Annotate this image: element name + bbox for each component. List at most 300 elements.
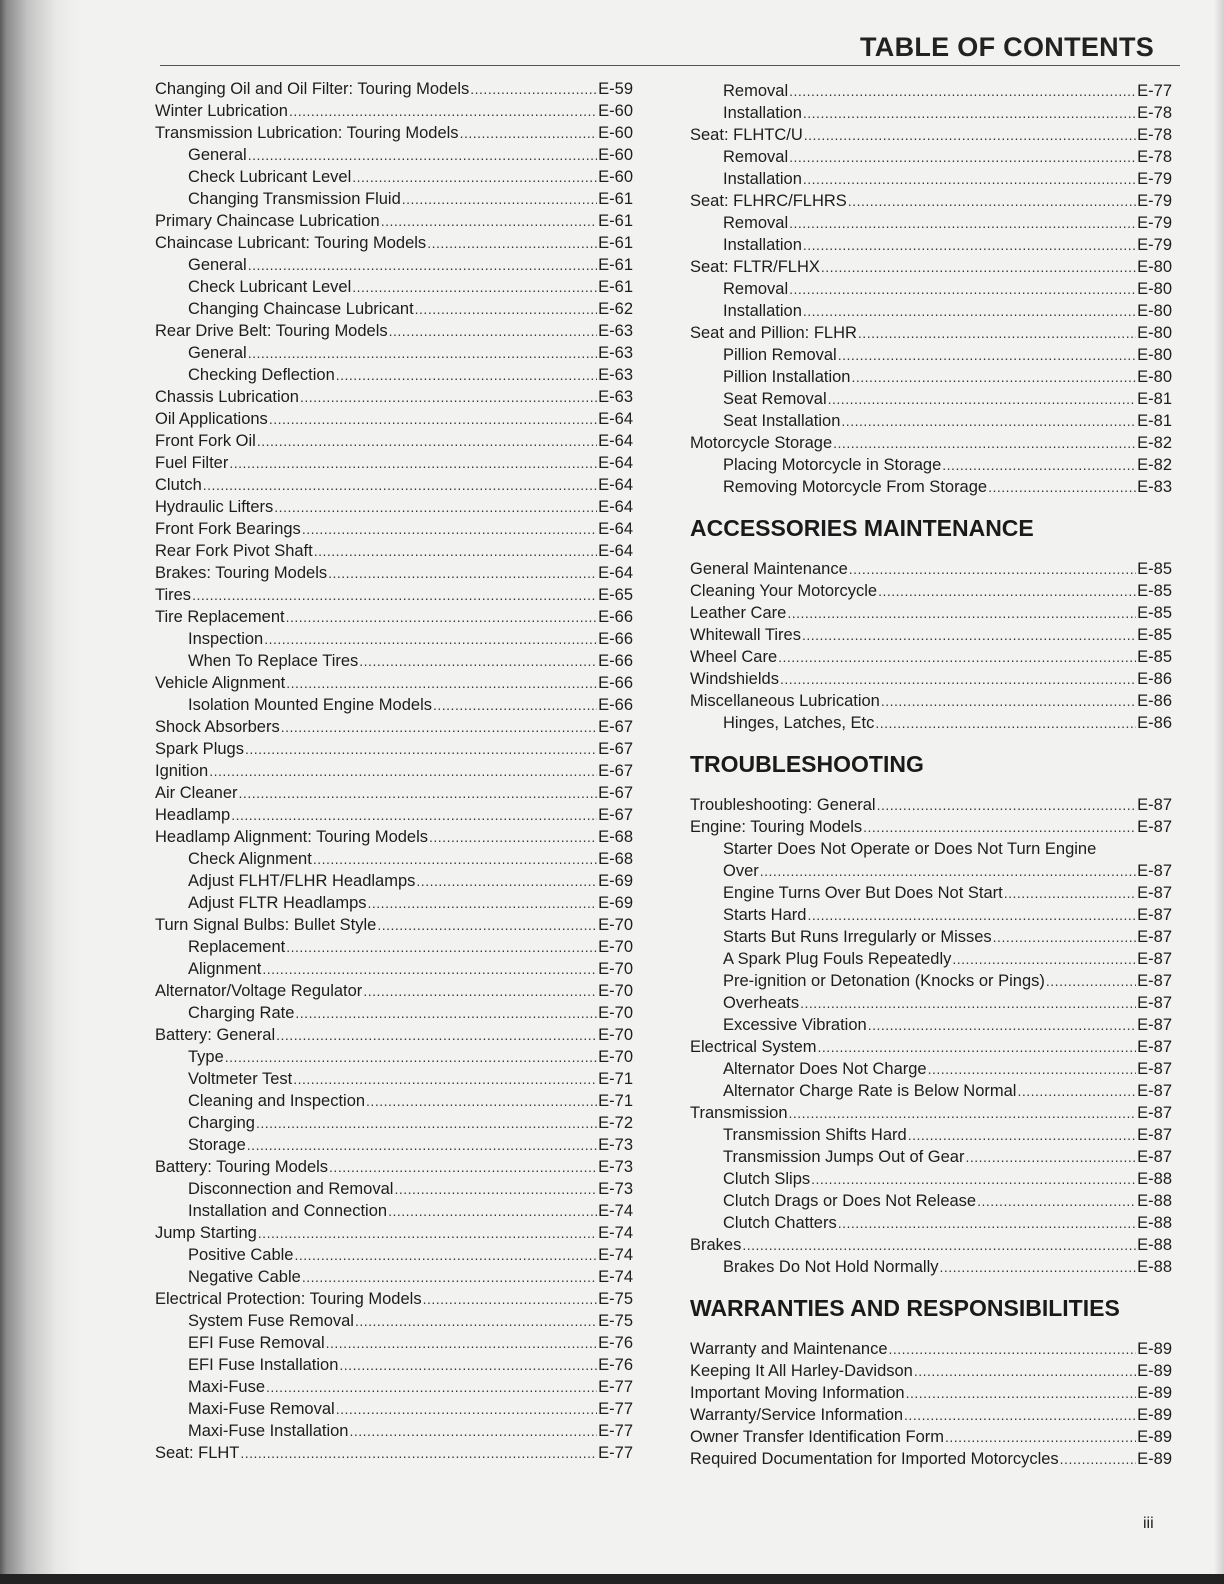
toc-entry-page: E-60 (598, 102, 633, 120)
toc-entry-page: E-87 (1137, 1016, 1172, 1034)
toc-entry-page: E-74 (598, 1268, 633, 1286)
toc-dot-leader (266, 1376, 597, 1398)
toc-entry-page: E-69 (598, 894, 633, 912)
toc-entry-page: E-80 (1137, 258, 1172, 276)
toc-dot-leader (349, 1420, 597, 1442)
toc-dot-leader (336, 364, 597, 386)
toc-entry (690, 624, 1172, 646)
toc-entry-page: E-87 (1137, 928, 1172, 946)
toc-entry-page: E-77 (1137, 82, 1172, 100)
toc-entry-title: When To Replace Tires (188, 652, 359, 670)
toc-entry (155, 870, 633, 892)
toc-left-column (155, 78, 633, 1464)
toc-dot-leader (192, 584, 597, 606)
toc-entry-title: Alternator Charge Rate is Below Normal (723, 1082, 1017, 1100)
toc-entry-page: E-86 (1137, 714, 1172, 732)
toc-list-warranties (690, 1338, 1172, 1470)
toc-entry-title: Chaincase Lubricant: Touring Models (155, 234, 427, 252)
toc-entry (155, 1310, 633, 1332)
toc-dot-leader (240, 1442, 597, 1464)
toc-entry (690, 300, 1172, 322)
toc-dot-leader (433, 694, 597, 716)
toc-entry-page: E-80 (1137, 302, 1172, 320)
toc-entry-title: Removal (723, 82, 789, 100)
toc-entry (155, 166, 633, 188)
toc-dot-leader (209, 760, 597, 782)
toc-entry-title: Changing Chaincase Lubricant (188, 300, 414, 318)
toc-dot-leader (965, 1146, 1136, 1168)
toc-entry (690, 1080, 1172, 1102)
toc-entry-page: E-64 (598, 476, 633, 494)
toc-dot-leader (906, 1382, 1137, 1404)
toc-entry-title: Check Lubricant Level (188, 278, 352, 296)
toc-dot-leader (789, 146, 1136, 168)
toc-entry-page: E-74 (598, 1202, 633, 1220)
toc-dot-leader (355, 1310, 597, 1332)
toc-dot-leader (881, 690, 1136, 712)
toc-dot-leader (803, 168, 1136, 190)
toc-entry-title: Leather Care (690, 604, 787, 622)
toc-entry (155, 1090, 633, 1112)
toc-entry (155, 1156, 633, 1178)
toc-entry-page: E-64 (598, 542, 633, 560)
toc-entry (690, 124, 1172, 146)
toc-dot-leader (914, 1360, 1136, 1382)
toc-entry-title: Positive Cable (188, 1246, 294, 1264)
toc-entry (155, 540, 633, 562)
toc-entry-title: Hinges, Latches, Etc (723, 714, 875, 732)
toc-entry-page: E-85 (1137, 582, 1172, 600)
toc-dot-leader (811, 1168, 1136, 1190)
toc-entry-title: Maxi-Fuse (188, 1378, 266, 1396)
toc-entry-title: Pre-ignition or Detonation (Knocks or Pings) (723, 972, 1045, 990)
toc-entry-title: Turn Signal Bulbs: Bullet Style (155, 916, 377, 934)
toc-entry (155, 760, 633, 782)
toc-entry (155, 408, 633, 430)
toc-entry (155, 914, 633, 936)
toc-entry (155, 1266, 633, 1288)
toc-entry (155, 1442, 633, 1464)
toc-entry-title: Check Alignment (188, 850, 312, 868)
toc-entry-title: Check Lubricant Level (188, 168, 352, 186)
toc-dot-leader (314, 540, 597, 562)
toc-entry-page: E-88 (1137, 1192, 1172, 1210)
toc-entry-title: Troubleshooting: General (690, 796, 876, 814)
toc-dot-leader (300, 386, 597, 408)
toc-entry-title: Clutch Chatters (723, 1214, 837, 1232)
toc-dot-leader (889, 1338, 1137, 1360)
toc-entry (690, 366, 1172, 388)
toc-entry (155, 1134, 633, 1156)
toc-entry (155, 1244, 633, 1266)
toc-entry-page: E-87 (1137, 950, 1172, 968)
toc-dot-leader (841, 410, 1136, 432)
toc-entry-page: E-87 (1137, 994, 1172, 1012)
toc-entry (690, 1124, 1172, 1146)
toc-entry-title: Cleaning and Inspection (188, 1092, 366, 1110)
toc-entry-page: E-61 (598, 256, 633, 274)
toc-entry (690, 322, 1172, 344)
toc-dot-leader (225, 1046, 597, 1068)
toc-entry (690, 1146, 1172, 1168)
toc-entry-title: Hydraulic Lifters (155, 498, 274, 516)
section-heading-accessories: ACCESSORIES MAINTENANCE (690, 515, 1034, 541)
page-right-edge (1214, 0, 1224, 1584)
toc-entry-title: Tire Replacement (155, 608, 285, 626)
toc-entry-title: Changing Oil and Oil Filter: Touring Models (155, 80, 470, 98)
toc-entry (155, 892, 633, 914)
toc-dot-leader (231, 804, 597, 826)
toc-entry-page: E-60 (598, 124, 633, 142)
toc-dot-leader (460, 122, 598, 144)
toc-entry-title: Transmission Shifts Hard (723, 1126, 907, 1144)
toc-entry (690, 278, 1172, 300)
toc-dot-leader (295, 1002, 597, 1024)
toc-entry (690, 816, 1172, 838)
toc-entry-page: E-63 (598, 366, 633, 384)
toc-entry-page: E-89 (1137, 1406, 1172, 1424)
toc-entry-title: Pillion Installation (723, 368, 851, 386)
page-binding-shadow (0, 0, 80, 1584)
toc-dot-leader (789, 80, 1136, 102)
toc-entry-title: Clutch (155, 476, 202, 494)
toc-entry (690, 1102, 1172, 1124)
toc-entry (155, 430, 633, 452)
toc-dot-leader (423, 1288, 598, 1310)
toc-entry (690, 80, 1172, 102)
toc-entry-title: Over (723, 862, 759, 880)
toc-entry (155, 1332, 633, 1354)
toc-entry (155, 672, 633, 694)
toc-entry-page: E-85 (1137, 604, 1172, 622)
toc-list-accessories (690, 558, 1172, 734)
toc-entry (155, 694, 633, 716)
toc-entry-title: Front Fork Bearings (155, 520, 301, 538)
toc-entry-title: Front Fork Oil (155, 432, 256, 450)
toc-entry (155, 738, 633, 760)
toc-entry (155, 1376, 633, 1398)
toc-entry-title: Seat: FLHT (155, 1444, 240, 1462)
toc-entry (690, 690, 1172, 712)
toc-entry-title: Overheats (723, 994, 800, 1012)
page-title: TABLE OF CONTENTS (860, 32, 1155, 62)
toc-entry-page: E-64 (598, 454, 633, 472)
toc-entry (690, 1168, 1172, 1190)
toc-entry (690, 904, 1172, 926)
toc-entry-title: System Fuse Removal (188, 1312, 354, 1330)
toc-entry-page: E-63 (598, 388, 633, 406)
toc-dot-leader (359, 650, 597, 672)
toc-entry-page: E-87 (1137, 1038, 1172, 1056)
toc-list-left (155, 78, 633, 1464)
toc-entry-title: Fuel Filter (155, 454, 229, 472)
toc-dot-leader (352, 276, 597, 298)
toc-entry-title: Headlamp (155, 806, 231, 824)
toc-entry-title: Seat: FLHRC/FLHRS (690, 192, 847, 210)
toc-entry-title: Required Documentation for Imported Motorcycles (690, 1450, 1059, 1468)
header-divider (160, 65, 1180, 66)
toc-entry (155, 826, 633, 848)
toc-entry (155, 936, 633, 958)
toc-entry-page: E-83 (1137, 478, 1172, 496)
toc-entry (155, 298, 633, 320)
toc-entry (690, 1234, 1172, 1256)
toc-entry-page: E-81 (1137, 390, 1172, 408)
toc-dot-leader (789, 278, 1136, 300)
toc-dot-leader (780, 668, 1136, 690)
toc-dot-leader (800, 992, 1136, 1014)
toc-entry-title: Primary Chaincase Lubrication (155, 212, 380, 230)
toc-entry (155, 980, 633, 1002)
toc-list-troubleshooting-a (690, 794, 1172, 838)
toc-entry (155, 518, 633, 540)
toc-entry-page: E-70 (598, 1026, 633, 1044)
toc-entry-page: E-81 (1137, 412, 1172, 430)
toc-entry (690, 1426, 1172, 1448)
toc-dot-leader (878, 580, 1136, 602)
toc-entry-title: Battery: Touring Models (155, 1158, 329, 1176)
toc-entry (690, 794, 1172, 816)
toc-entry-page: E-67 (598, 718, 633, 736)
toc-dot-leader (239, 782, 598, 804)
toc-entry-title: Warranty and Maintenance (690, 1340, 888, 1358)
toc-dot-leader (803, 234, 1136, 256)
toc-entry (690, 580, 1172, 602)
toc-entry-title: Pillion Removal (723, 346, 837, 364)
toc-entry-title: Vehicle Alignment (155, 674, 286, 692)
toc-dot-leader (262, 958, 597, 980)
toc-entry-page: E-85 (1137, 648, 1172, 666)
toc-entry-page: E-68 (598, 850, 633, 868)
toc-dot-leader (248, 144, 597, 166)
toc-entry-page: E-66 (598, 608, 633, 626)
toc-entry-title: Rear Fork Pivot Shaft (155, 542, 313, 560)
toc-entry-page: E-68 (598, 828, 633, 846)
toc-entry-title: Seat Installation (723, 412, 841, 430)
toc-entry-title: Keeping It All Harley-Davidson (690, 1362, 913, 1380)
toc-entry-title: Isolation Mounted Engine Models (188, 696, 432, 714)
toc-entry-page: E-61 (598, 234, 633, 252)
toc-entry (155, 1398, 633, 1420)
toc-dot-leader (329, 1156, 597, 1178)
toc-entry-title: Adjust FLTR Headlamps (188, 894, 367, 912)
toc-entry-page: E-89 (1137, 1362, 1172, 1380)
toc-entry (690, 646, 1172, 668)
toc-entry (155, 320, 633, 342)
toc-dot-leader (802, 624, 1136, 646)
toc-dot-leader (1017, 1080, 1136, 1102)
toc-entry-title: Engine: Touring Models (690, 818, 863, 836)
page-bottom-edge (0, 1574, 1224, 1584)
toc-dot-leader (336, 1398, 597, 1420)
toc-entry (155, 716, 633, 738)
toc-entry-page: E-66 (598, 630, 633, 648)
toc-dot-leader (877, 794, 1137, 816)
toc-entry-page: E-73 (598, 1158, 633, 1176)
toc-entry-page: E-77 (598, 1400, 633, 1418)
toc-entry-page: E-79 (1137, 214, 1172, 232)
toc-dot-leader (281, 716, 597, 738)
toc-dot-leader (276, 1024, 597, 1046)
toc-entry-title: Electrical System (690, 1038, 817, 1056)
toc-dot-leader (1060, 1448, 1136, 1470)
toc-dot-leader (945, 1426, 1136, 1448)
toc-entry-title: Windshields (690, 670, 779, 688)
toc-list-seats-storage (690, 80, 1172, 498)
toc-dot-leader (787, 602, 1136, 624)
toc-entry-page: E-78 (1137, 126, 1172, 144)
toc-entry-title: Seat Removal (723, 390, 827, 408)
toc-entry-title: Disconnection and Removal (188, 1180, 394, 1198)
toc-dot-leader (402, 188, 597, 210)
toc-entry-page: E-69 (598, 872, 633, 890)
toc-entry-page: E-77 (598, 1422, 633, 1440)
toc-entry-page: E-70 (598, 960, 633, 978)
toc-entry (690, 146, 1172, 168)
toc-entry-title: Battery: General (155, 1026, 276, 1044)
toc-entry-title: Winter Lubrication (155, 102, 288, 120)
toc-entry (690, 1036, 1172, 1058)
toc-entry-title: Charging Rate (188, 1004, 295, 1022)
toc-entry-page: E-73 (598, 1136, 633, 1154)
toc-entry-title: Air Cleaner (155, 784, 238, 802)
toc-dot-leader (988, 476, 1136, 498)
page-number: iii (1143, 1515, 1154, 1532)
toc-entry-page: E-66 (598, 696, 633, 714)
toc-dot-leader (427, 232, 597, 254)
toc-dot-leader (928, 1058, 1137, 1080)
toc-dot-leader (807, 904, 1136, 926)
toc-entry-title: Seat and Pillion: FLHR (690, 324, 857, 342)
toc-entry (155, 210, 633, 232)
toc-entry-title: Owner Transfer Identification Form (690, 1428, 945, 1446)
toc-entry-title: Installation (723, 104, 802, 122)
toc-entry-title: Oil Applications (155, 410, 268, 428)
toc-dot-leader (247, 1134, 597, 1156)
toc-entry (155, 1068, 633, 1090)
toc-dot-leader (838, 1212, 1136, 1234)
toc-entry (690, 388, 1172, 410)
toc-dot-leader (269, 408, 597, 430)
toc-entry-title: Transmission Jumps Out of Gear (723, 1148, 965, 1166)
toc-entry-page: E-74 (598, 1246, 633, 1264)
toc-dot-leader (326, 1332, 598, 1354)
toc-entry-title: Inspection (188, 630, 264, 648)
toc-entry-title: Whitewall Tires (690, 626, 801, 644)
toc-dot-leader (789, 1102, 1137, 1124)
toc-entry (690, 168, 1172, 190)
toc-entry-page: E-88 (1137, 1214, 1172, 1232)
toc-entry (690, 1382, 1172, 1404)
toc-dot-leader (293, 1068, 597, 1090)
toc-entry-page: E-64 (598, 520, 633, 538)
toc-entry-title: Removing Motorcycle From Storage (723, 478, 988, 496)
toc-entry (690, 1058, 1172, 1080)
toc-dot-leader (858, 322, 1136, 344)
toc-entry-page: E-79 (1137, 236, 1172, 254)
toc-dot-leader (264, 628, 597, 650)
toc-entry-title: EFI Fuse Removal (188, 1334, 325, 1352)
toc-entry-page: E-64 (598, 498, 633, 516)
toc-entry-page: E-70 (598, 916, 633, 934)
toc-entry (690, 1190, 1172, 1212)
toc-entry-title: Seat: FLHTC/U (690, 126, 803, 144)
toc-entry-title: Brakes: Touring Models (155, 564, 328, 582)
toc-entry (690, 948, 1172, 970)
toc-entry-page: E-80 (1137, 324, 1172, 342)
toc-entry-title: Spark Plugs (155, 740, 244, 758)
toc-entry (155, 1420, 633, 1442)
toc-entry-title: Ignition (155, 762, 209, 780)
section-heading-troubleshooting: TROUBLESHOOTING (690, 751, 924, 777)
toc-dot-leader (863, 816, 1136, 838)
toc-entry-page: E-80 (1137, 280, 1172, 298)
toc-entry-page: E-87 (1137, 862, 1172, 880)
toc-dot-leader (328, 562, 597, 584)
toc-entry-page: E-70 (598, 1048, 633, 1066)
toc-dot-leader (203, 474, 597, 496)
toc-entry (690, 1338, 1172, 1360)
toc-entry-title: Engine Turns Over But Does Not Start (723, 884, 1003, 902)
toc-entry-title: Rear Drive Belt: Touring Models (155, 322, 388, 340)
toc-entry-page: E-76 (598, 1334, 633, 1352)
toc-dot-leader (908, 1124, 1136, 1146)
toc-entry-page: E-61 (598, 212, 633, 230)
toc-entry-page: E-59 (598, 80, 633, 98)
toc-entry-page: E-63 (598, 344, 633, 362)
section-heading-warranties: WARRANTIES AND RESPONSIBILITIES (690, 1295, 1120, 1321)
toc-entry (155, 496, 633, 518)
toc-entry-page: E-77 (598, 1444, 633, 1462)
toc-dot-leader (377, 914, 597, 936)
toc-dot-leader (852, 366, 1137, 388)
toc-entry-page: E-64 (598, 564, 633, 582)
toc-entry-page: E-66 (598, 674, 633, 692)
toc-dot-leader (868, 1014, 1136, 1036)
toc-entry-page: E-67 (598, 740, 633, 758)
toc-entry (690, 410, 1172, 432)
toc-dot-leader (789, 212, 1136, 234)
toc-entry-title: Changing Transmission Fluid (188, 190, 401, 208)
toc-entry (155, 474, 633, 496)
toc-entry (155, 1178, 633, 1200)
toc-right-column (690, 80, 1172, 1470)
toc-dot-leader (294, 1244, 597, 1266)
toc-entry (155, 122, 633, 144)
toc-dot-leader (416, 870, 597, 892)
toc-entry-title: General (188, 146, 247, 164)
toc-entry-page: E-88 (1137, 1258, 1172, 1276)
toc-entry-page: E-87 (1137, 818, 1172, 836)
toc-entry (690, 102, 1172, 124)
toc-dot-leader (778, 646, 1136, 668)
toc-entry (155, 342, 633, 364)
toc-dot-leader (256, 1112, 597, 1134)
toc-entry-page: E-86 (1137, 692, 1172, 710)
toc-entry-page: E-87 (1137, 1126, 1172, 1144)
toc-entry (155, 804, 633, 826)
toc-entry-page: E-61 (598, 278, 633, 296)
toc-entry-title: EFI Fuse Installation (188, 1356, 339, 1374)
toc-dot-leader (339, 1354, 597, 1376)
toc-entry (690, 970, 1172, 992)
toc-entry-page: E-75 (598, 1290, 633, 1308)
toc-entry-page: E-64 (598, 432, 633, 450)
toc-entry-title: Seat: FLTR/FLHX (690, 258, 820, 276)
toc-entry-page: E-88 (1137, 1170, 1172, 1188)
toc-entry-page: E-67 (598, 784, 633, 802)
toc-entry-page: E-70 (598, 1004, 633, 1022)
